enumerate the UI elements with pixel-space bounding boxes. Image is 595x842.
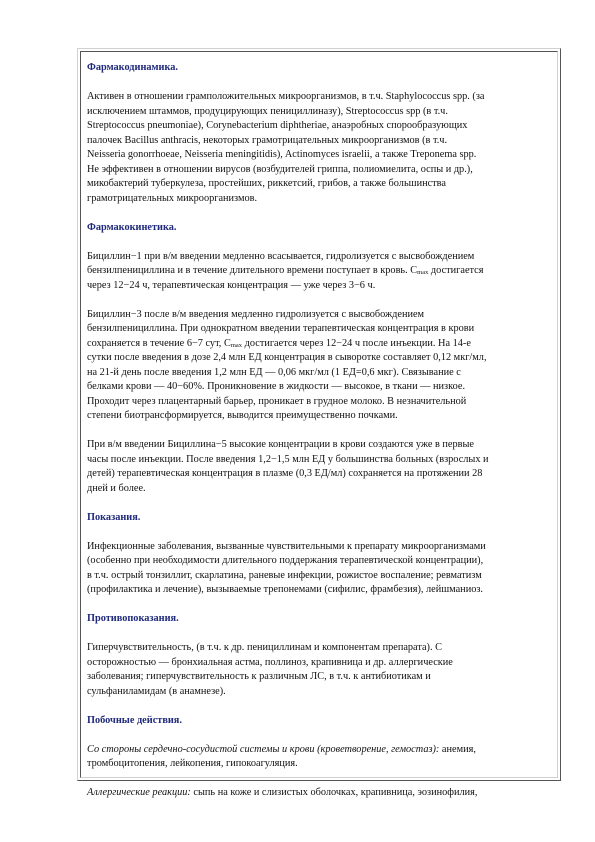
text-line: бензилпенициллина и в течение длительного времени поступает в кровь. $C_{max}$ достигается	[87, 265, 484, 276]
text-line: в т.ч. острый тонзиллит, скарлатина, раневые инфекции, рожистое воспаление; ревматизм	[87, 569, 482, 581]
document-frame-inner	[80, 51, 558, 798]
text-line: на 21-й день после введения 1,2 млн ЕД — 0,06 мкг/мл (1 ЕД=0,6 мкг). Связывание с	[87, 366, 461, 378]
text-line: заболевания; гиперчувствительность к различным ЛС, в т.ч. к антибиотикам и	[87, 671, 431, 682]
text-line: Инфекционные заболевания, вызванные чувствительными к препарату микроорганизмами	[87, 540, 486, 552]
pharmacodynamics-paragraph	[87, 90, 553, 206]
text-line: дней и более.	[87, 482, 146, 494]
text-line: часы после инъекции. После введения 1,2−1,5 млн ЕД у большинства больных (взрослых и	[87, 453, 489, 465]
text-line: (особенно при необходимости длительного поддержания терапевтической концентрации),	[87, 555, 484, 566]
text-line: Аллергические реакции: сыпь на коже и слизистых оболочках, крапивница, эозинофилия,	[87, 787, 478, 798]
pharmacokinetics-heading: Фармакокинетика.	[87, 221, 177, 233]
document-frame	[77, 48, 561, 798]
cmax-subscript: max	[417, 269, 429, 276]
bicillin-1-paragraph	[87, 250, 553, 294]
text-line: сохраняется в течение 6−7 сут, $C_{max}$ достигается через 12−24 ч после инъекции. На 14-е	[87, 337, 471, 349]
side-effects-heading: Побочные действия.	[87, 714, 182, 726]
text-line: Neisseria gonorrhoeae, Neisseria meningitidis), Actinomyces israelii, а также Treponema spp.	[87, 149, 477, 160]
text-line: Бициллин−3 после в/м введения медленно гидролизуется с высвобождением	[87, 308, 425, 320]
text-line: микобактерий туберкулеза, простейших, риккетсий, грибов, а также большинства	[87, 178, 446, 189]
text-line: бензилпенициллина. При однократном введении терапевтическая концентрация в крови	[87, 323, 475, 334]
contraindications-heading: Противопоказания.	[87, 613, 179, 624]
bicillin-3-paragraph	[87, 308, 553, 424]
text-line: через 12−24 ч, терапевтическая концентрация — уже через 3−6 ч.	[87, 279, 376, 291]
text-line: тромбоцитопения, лейкопения, гипокоагуляция.	[87, 758, 298, 769]
cmax-subscript: max	[230, 341, 243, 349]
side-effects-cardio-paragraph	[87, 743, 553, 772]
bicillin-5-paragraph	[87, 438, 553, 496]
allergy-label: Аллергические реакции:	[87, 787, 191, 798]
text-line: Со стороны сердечно-сосудистой системы и крови (кроветворение, гемостаз): анемия,	[87, 743, 476, 755]
text-line: сутки после введения в дозе 2,4 млн ЕД концентрация в сыворотке составляет 0,12 мкг/мл,	[87, 352, 487, 363]
text-line: Не эффективен в отношении вирусов (возбудителей гриппа, полиомиелита, оспы и др.),	[87, 163, 473, 175]
text-line: исключением штаммов, продуцирующих пенициллиназу), Streptococcus spp (в т.ч.	[87, 105, 448, 117]
indications-heading: Показания.	[87, 511, 141, 523]
text-line: грамотрицательных микроорганизмов.	[87, 192, 258, 204]
text-line: степени биотрансформируется, выводится преимущественно почками.	[87, 410, 398, 421]
text-line: Streptococcus pneumoniae), Corynebacterium diphtheriae, анаэробных спорообразующих	[87, 120, 468, 131]
document-content	[87, 61, 553, 801]
text-line: Бициллин−1 при в/м введении медленно всасывается, гидролизуется с высвобождением	[87, 250, 475, 262]
contraindications-paragraph	[87, 641, 553, 699]
text-line: детей) терапевтическая концентрация в плазме (0,3 ЕД/мл) сохраняется на протяжении 28	[87, 468, 483, 479]
cardio-label: Со стороны сердечно-сосудистой системы и крови (кроветворение, гемостаз):	[87, 743, 440, 755]
text-line: белками крови — 40−60%. Проникновение в жидкости — высокое, в ткани — низкое.	[87, 381, 466, 392]
text-line: Гиперчувствительность, (в т.ч. к др. пенициллинам и компонентам препарата). С	[87, 642, 443, 653]
text-line: При в/м введении Бициллина−5 высокие концентрации в крови создаются уже в первые	[87, 439, 474, 450]
text-line: палочек Bacillus anthracis, некоторых грамотрицательных микроорганизмов (в т.ч.	[87, 134, 448, 146]
indications-paragraph	[87, 540, 553, 598]
text-line: Активен в отношении грамположительных микроорганизмов, в т.ч. Staphylococcus spp. (за	[87, 91, 485, 102]
text-line: сульфаниламидам (в анамнезе).	[87, 685, 226, 697]
pharmacodynamics-heading: Фармакодинамика.	[87, 62, 178, 73]
side-effects-allergy-paragraph	[87, 786, 553, 801]
text-line: Проходит через плацентарный барьер, проникает в грудное молоко. В незначительной	[87, 395, 467, 407]
text-line: (профилактика и лечение), вызываемые трепонемами (сифилис, фрамбезия), лейшманиоз.	[87, 584, 483, 595]
text-line: осторожностью — бронхиальная астма, поллиноз, крапивница и др. аллергические	[87, 656, 453, 668]
